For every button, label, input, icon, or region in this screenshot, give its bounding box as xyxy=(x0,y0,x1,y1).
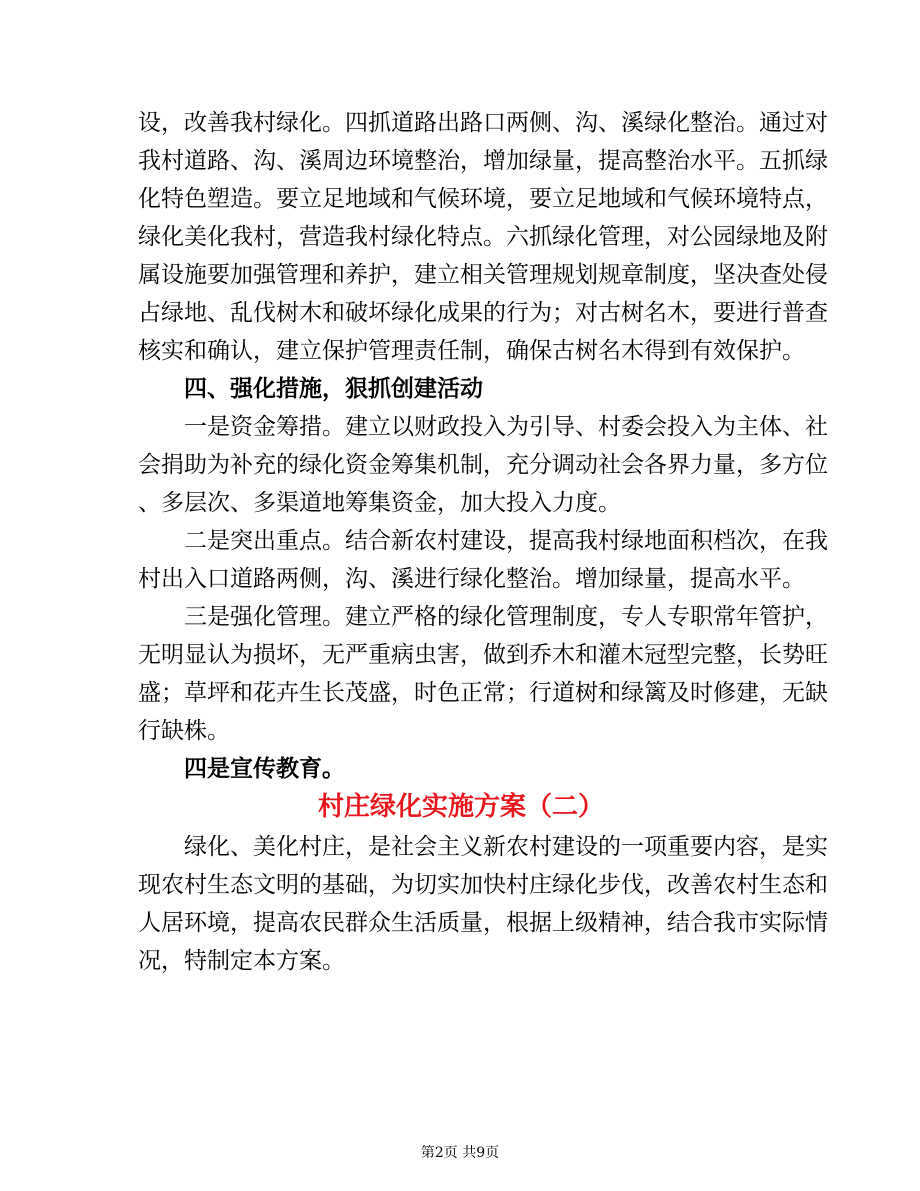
text-line: 会捐助为补充的绿化资金筹集机制，充分调动社会各界力量，多方位 xyxy=(138,452,828,478)
text-line: 人居环境，提高农民群众生活质量，根据上级精神，结合我市实际情 xyxy=(138,910,828,936)
text-line: 盛；草坪和花卉生长茂盛，时色正常；行道树和绿篱及时修建，无缺 xyxy=(138,680,828,706)
text-line: 、多层次、多渠道地筹集资金，加大投入力度。 xyxy=(138,490,621,516)
section-heading: 四、强化措施，狠抓创建活动 xyxy=(184,375,483,402)
text-line: 现农村生态文明的基础，为切实加快村庄绿化步伐，改善农村生态和 xyxy=(138,872,828,898)
paragraph-management xyxy=(138,598,828,750)
item-heading-publicity: 四是宣传教育。 xyxy=(184,755,345,782)
text-line: 一是资金筹措。建立以财政投入为引导、村委会投入为主体、社 xyxy=(184,414,828,440)
text-line: 属设施要加强管理和养护，建立相关管理规划规章制度，坚决查处侵 xyxy=(138,262,828,288)
page-footer: 第2页 共9页 xyxy=(420,1145,500,1161)
text-line: 二是突出重点。结合新农村建设，提高我村绿地面积档次，在我 xyxy=(184,528,828,554)
text-line: 占绿地、乱伐树木和破坏绿化成果的行为；对古树名木，要进行普查 xyxy=(138,300,828,326)
text-line: 我村道路、沟、溪周边环境整治，增加绿量，提高整治水平。五抓绿 xyxy=(138,148,828,174)
document-title: 村庄绿化实施方案（二） xyxy=(317,792,604,822)
text-line: 化特色塑造。要立足地域和气候环境，要立足地域和气候环境特点， xyxy=(138,186,828,212)
text-line: 三是强化管理。建立严格的绿化管理制度，专人专职常年管护， xyxy=(184,604,828,630)
paragraph-funding xyxy=(138,408,828,522)
text-line: 绿化美化我村，营造我村绿化特点。六抓绿化管理，对公园绿地及附 xyxy=(138,224,828,250)
paragraph-intro xyxy=(138,828,828,980)
paragraph-focus xyxy=(138,522,828,598)
text-line: 绿化、美化村庄，是社会主义新农村建设的一项重要内容，是实 xyxy=(184,834,828,860)
text-line: 核实和确认，建立保护管理责任制，确保古树名木得到有效保护。 xyxy=(138,338,805,364)
text-line: 行缺株。 xyxy=(138,718,230,744)
text-line: 况，特制定本方案。 xyxy=(138,948,345,974)
document-body xyxy=(138,104,828,980)
paragraph-continuation xyxy=(138,104,828,370)
text-line: 无明显认为损坏，无严重病虫害，做到乔木和灌木冠型完整，长势旺 xyxy=(138,642,828,668)
text-line: 设，改善我村绿化。四抓道路出路口两侧、沟、溪绿化整治。通过对 xyxy=(138,110,828,136)
text-line: 村出入口道路两侧，沟、溪进行绿化整治。增加绿量，提高水平。 xyxy=(138,566,805,592)
